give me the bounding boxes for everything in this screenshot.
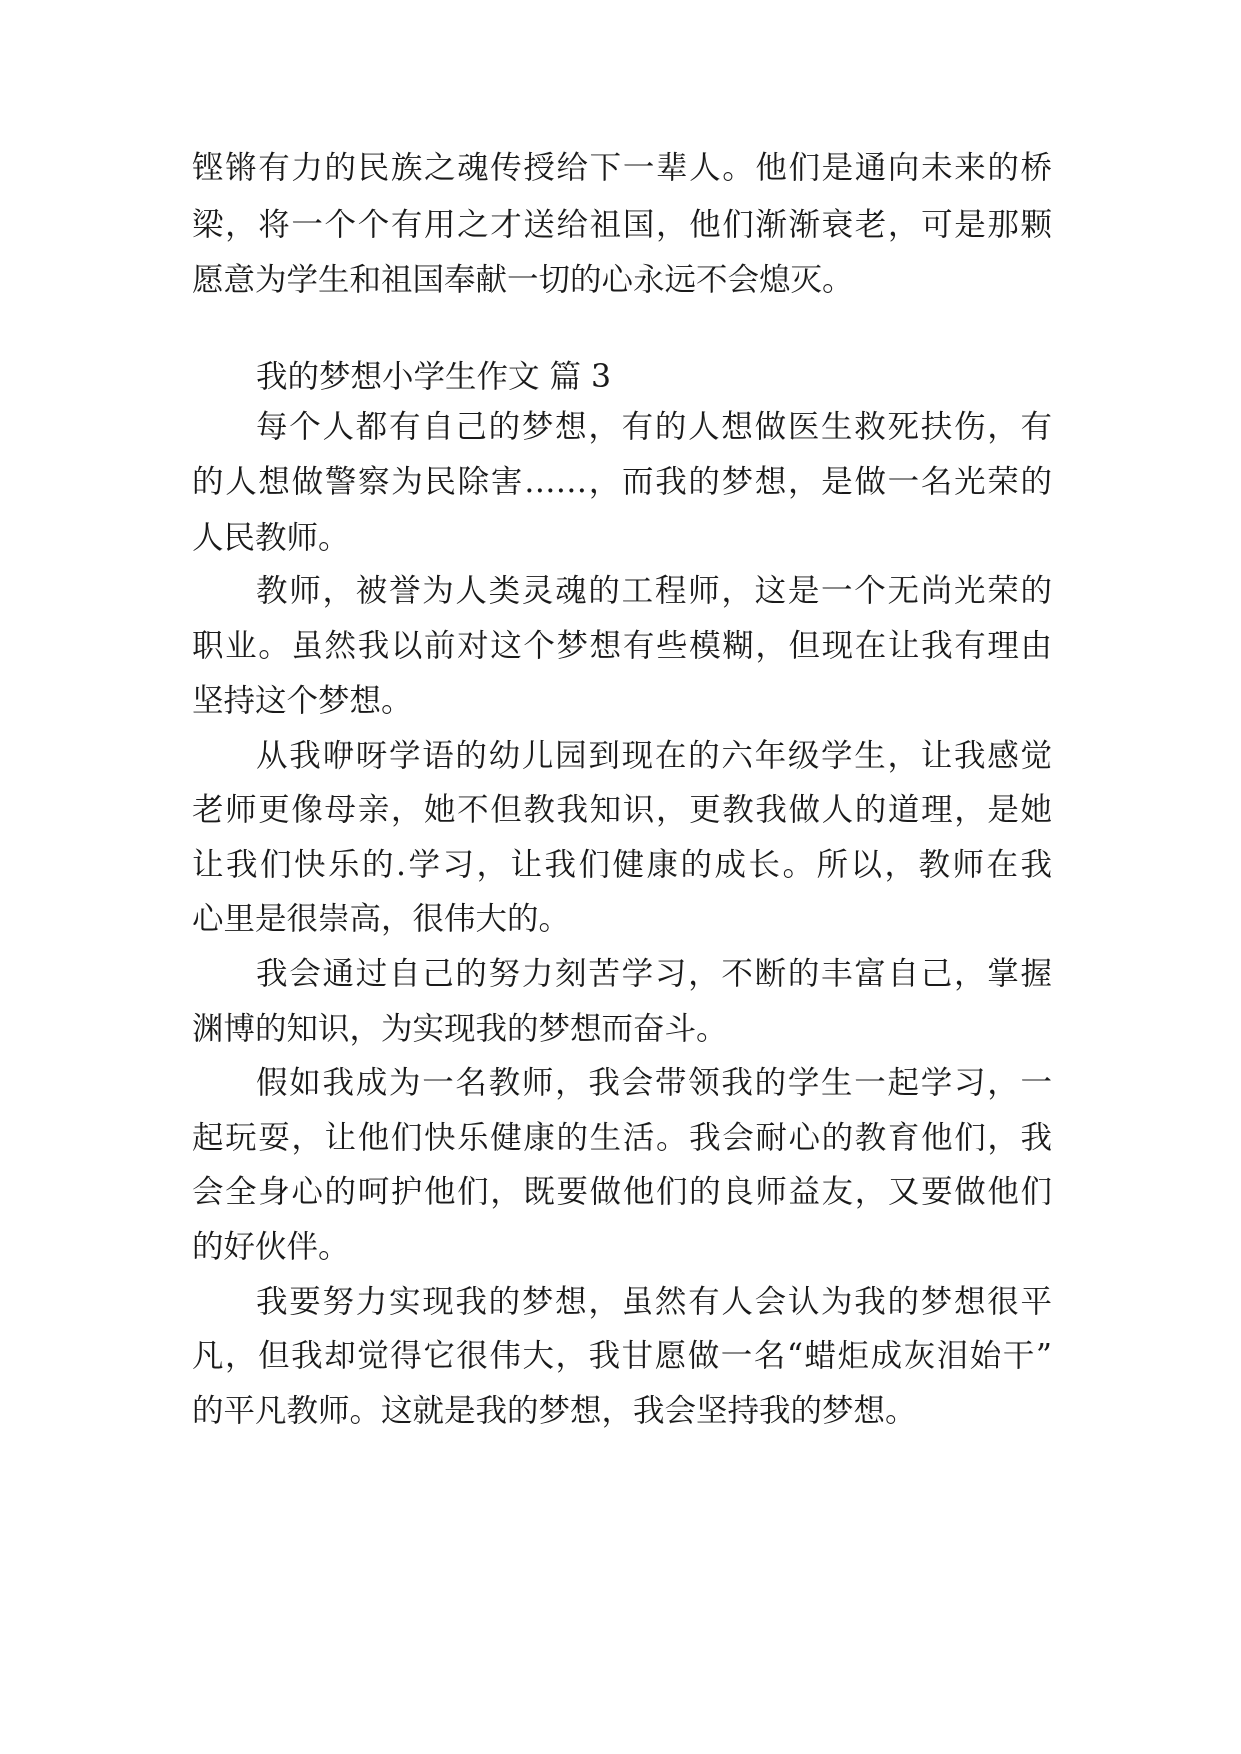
paragraph-5-line-3: 会全身心的呵护他们，既要做他们的良师益友，又要做他们 (192, 1174, 1052, 1210)
paragraph-3-line-2: 老师更像母亲，她不但教我知识，更教我做人的道理，是她 (192, 792, 1052, 828)
paragraph-2-line-3: 坚持这个梦想。 (192, 683, 413, 719)
continuation-line-1: 铿锵有力的民族之魂传授给下一辈人。他们是通向未来的桥 (192, 150, 1052, 186)
paragraph-6-line-1: 我要努力实现我的梦想，虽然有人会认为我的梦想很平 (256, 1284, 1052, 1320)
paragraph-2-line-2: 职业。虽然我以前对这个梦想有些模糊，但现在让我有理由 (192, 628, 1052, 664)
continuation-line-3: 愿意为学生和祖国奉献一切的心永远不会熄灭。 (192, 262, 854, 298)
paragraph-6-line-2: 凡，但我却觉得它很伟大，我甘愿做一名“蜡炬成灰泪始干” (192, 1338, 1052, 1374)
paragraph-5-line-4: 的好伙伴。 (192, 1229, 350, 1265)
paragraph-4-line-2: 渊博的知识，为实现我的梦想而奋斗。 (192, 1011, 728, 1047)
paragraph-1-line-2: 的人想做警察为民除害……，而我的梦想，是做一名光荣的 (192, 464, 1052, 500)
continuation-line-2: 梁，将一个个有用之才送给祖国，他们渐渐衰老，可是那颗 (192, 207, 1052, 243)
paragraph-3-line-1: 从我咿呀学语的幼儿园到现在的六年级学生，让我感觉 (256, 738, 1052, 774)
paragraph-3-line-4: 心里是很崇高，很伟大的。 (192, 901, 571, 937)
paragraph-1-line-1: 每个人都有自己的梦想，有的人想做医生救死扶伤，有 (256, 409, 1052, 445)
section-heading: 我的梦想小学生作文 篇 3 (256, 359, 612, 395)
paragraph-2-line-1: 教师，被誉为人类灵魂的工程师，这是一个无尚光荣的 (256, 573, 1052, 609)
paragraph-3-line-3: 让我们快乐的.学习，让我们健康的成长。所以，教师在我 (192, 847, 1052, 883)
paragraph-1-line-3: 人民教师。 (192, 520, 350, 556)
paragraph-4-line-1: 我会通过自己的努力刻苦学习，不断的丰富自己，掌握 (256, 956, 1052, 992)
paragraph-5-line-1: 假如我成为一名教师，我会带领我的学生一起学习，一 (256, 1065, 1052, 1101)
paragraph-6-line-3: 的平凡教师。这就是我的梦想，我会坚持我的梦想。 (192, 1393, 917, 1429)
paragraph-5-line-2: 起玩耍，让他们快乐健康的生活。我会耐心的教育他们，我 (192, 1120, 1052, 1156)
